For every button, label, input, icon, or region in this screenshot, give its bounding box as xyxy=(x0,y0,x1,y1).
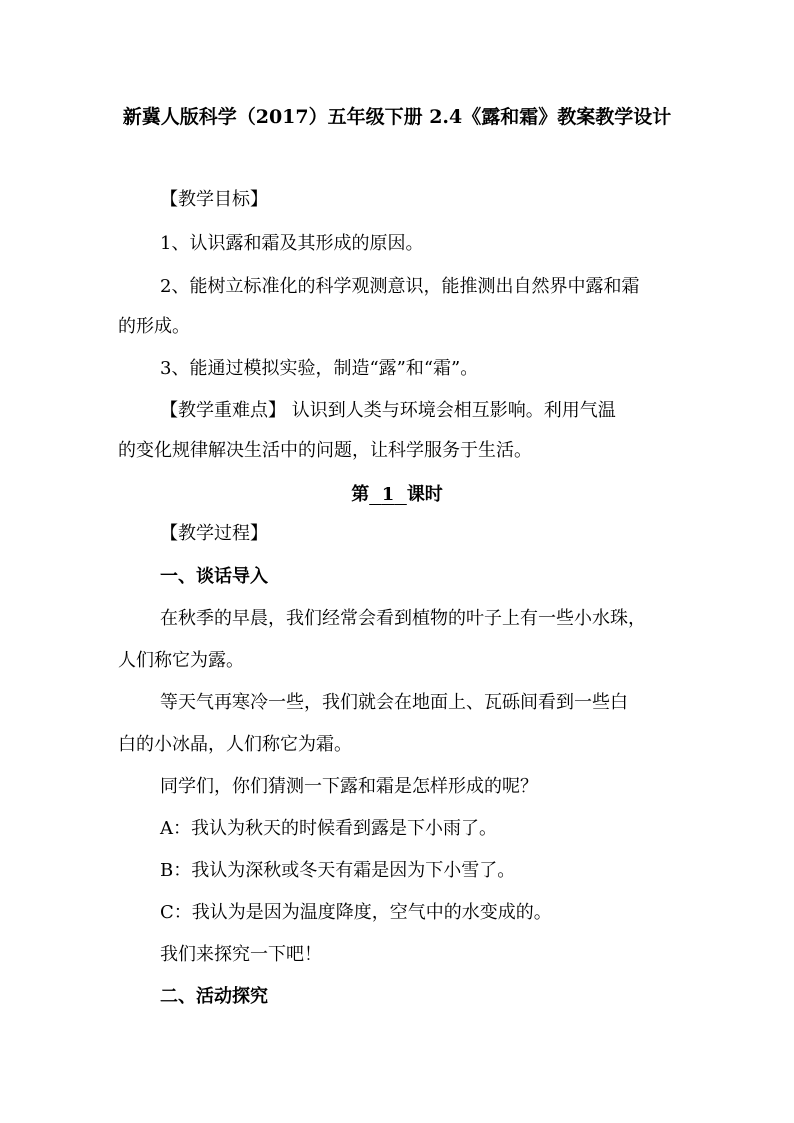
answer-b: B：我认为深秋或冬天有霜是因为下小雪了。 xyxy=(160,860,516,881)
process-heading: 【教学过程】 xyxy=(160,523,268,544)
lesson-suffix: 课时 xyxy=(406,484,443,505)
explore-prompt: 我们来探究一下吧！ xyxy=(160,944,322,965)
lesson-heading xyxy=(0,481,794,509)
answer-c: C：我认为是因为温度降度，空气中的水变成的。 xyxy=(160,902,552,923)
key-points-line-1 xyxy=(160,397,616,425)
answer-a: A：我认为秋天的时候看到露是下小雨了。 xyxy=(160,818,497,839)
section-2-heading: 二、活动探究 xyxy=(160,986,268,1007)
paragraph-2-line-2: 白的小冰晶，人们称它为霜。 xyxy=(118,734,352,755)
key-points-text: 认识到人类与环境会相互影响。利用气温 xyxy=(286,400,616,421)
objectives-heading: 【教学目标】 xyxy=(160,189,268,210)
document-title: 新冀人版科学（2017）五年级下册 2.4《露和霜》教案教学设计 xyxy=(122,106,672,128)
objective-2-line-1: 2、能树立标准化的科学观测意识，能推测出自然界中露和霜 xyxy=(160,276,640,297)
question-text: 同学们，你们猜测一下露和霜是怎样形成的呢？ xyxy=(160,776,538,797)
key-points-heading: 【教学重难点】 xyxy=(160,400,286,421)
objective-3: 3、能通过模拟实验，制造“露”和“霜”。 xyxy=(160,358,479,379)
section-1-heading: 一、谈话导入 xyxy=(160,566,268,587)
objective-2-line-2: 的形成。 xyxy=(118,316,190,337)
paragraph-1-line-1: 在秋季的早晨，我们经常会看到植物的叶子上有一些小水珠， xyxy=(160,608,646,629)
lesson-number: 1 xyxy=(381,484,395,505)
key-points-line-2: 的变化规律解决生活中的问题，让科学服务于生活。 xyxy=(118,440,532,461)
lesson-prefix: 第 xyxy=(351,484,370,505)
paragraph-1-line-2: 人们称它为露。 xyxy=(118,650,244,671)
objective-1: 1、认识露和霜及其形成的原因。 xyxy=(160,233,424,254)
paragraph-2-line-1: 等天气再寒冷一些，我们就会在地面上、瓦砾间看到一些白 xyxy=(160,692,628,713)
